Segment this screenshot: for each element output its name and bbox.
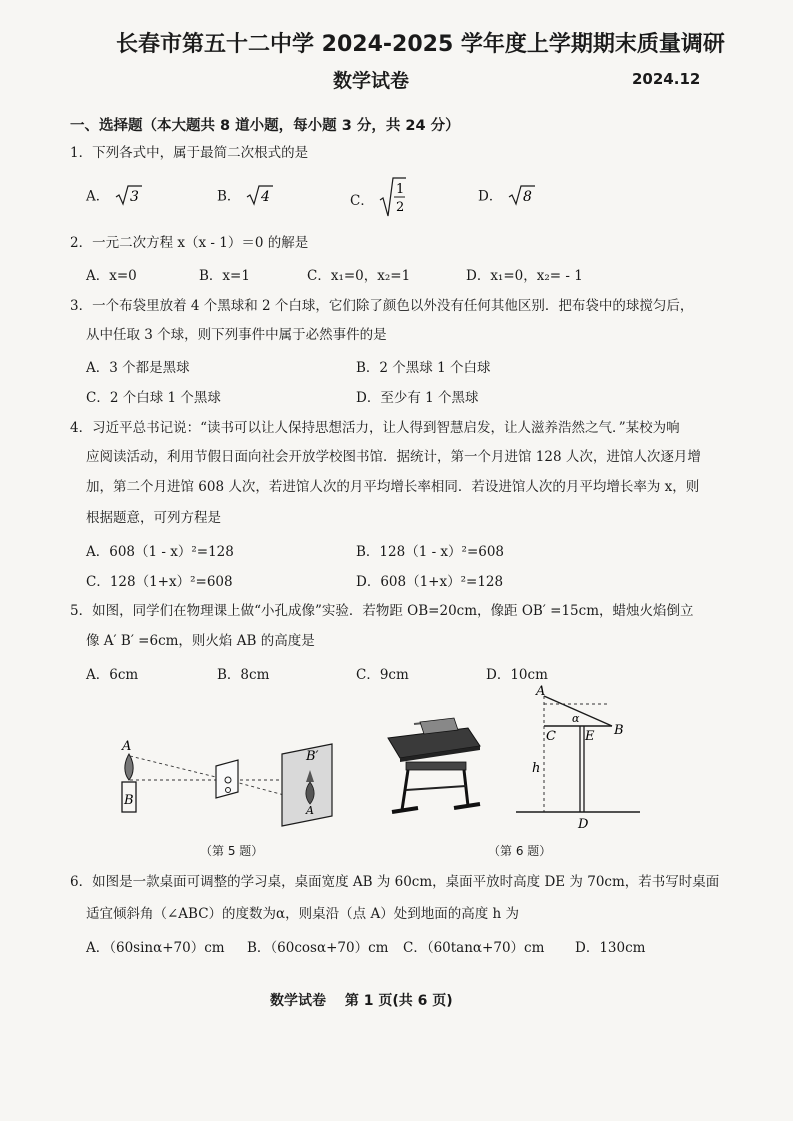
question-1-option-b bbox=[217, 184, 275, 210]
label-b: B bbox=[614, 723, 624, 738]
label-b-prime: B′ bbox=[306, 749, 319, 764]
question-3-option-c: C．2 个白球 1 个黑球 bbox=[86, 390, 221, 406]
question-4-line-1: 4．习近平总书记说：“读书可以让人保持思想活力，让人得到智慧启发，让人滋养浩然之气．”某校为响 bbox=[70, 420, 680, 436]
sqrt-symbol bbox=[507, 184, 537, 210]
q1-d-radicand: 8 bbox=[522, 189, 532, 205]
question-2-stem: 2．一元二次方程 x（x - 1）＝0 的解是 bbox=[70, 235, 309, 251]
sqrt-fraction bbox=[378, 176, 408, 222]
q1-c-denominator: 2 bbox=[396, 200, 405, 215]
question-4-option-d: D．608（1+x）²=128 bbox=[356, 574, 504, 590]
question-5-option-d: D．10cm bbox=[486, 667, 548, 683]
label-c: C bbox=[546, 729, 556, 744]
question-2-option-a: A．x=0 bbox=[86, 268, 137, 284]
question-1-stem: 1．下列各式中，属于最简二次根式的是 bbox=[70, 145, 309, 161]
question-2-option-b: B．x=1 bbox=[199, 268, 250, 284]
question-6-option-b: B．（60cosα+70）cm bbox=[247, 940, 389, 956]
exam-title: 长春市第五十二中学 2024-2025 学年度上学期期末质量调研 bbox=[116, 32, 725, 57]
figure-6-desk-illustration bbox=[384, 714, 484, 824]
question-3-line-2: 从中任取 3 个球，则下列事件中属于必然事件的是 bbox=[86, 327, 387, 343]
question-5-option-b: B．8cm bbox=[217, 667, 270, 683]
question-2-option-d: D．x₁=0，x₂= - 1 bbox=[466, 268, 583, 284]
option-d-label: D． bbox=[478, 188, 503, 205]
label-b: B bbox=[124, 793, 134, 808]
question-3-line-1: 3．一个布袋里放着 4 个黑球和 2 个白球，它们除了颜色以外没有任何其他区别．把布袋中的球搅匀后， bbox=[70, 298, 694, 314]
question-3-option-d: D．至少有 1 个黑球 bbox=[356, 390, 479, 406]
figure-5-caption: （第 5 题） bbox=[200, 844, 264, 858]
option-a-label: A． bbox=[86, 188, 110, 205]
figure-5-pinhole-diagram bbox=[110, 730, 350, 830]
question-6-option-c: C．（60tanα+70）cm bbox=[403, 940, 545, 956]
question-4-option-a: A．608（1 - x）²=128 bbox=[86, 544, 234, 560]
question-3-option-a: A．3 个都是黑球 bbox=[86, 360, 190, 376]
q1-b-radicand: 4 bbox=[260, 189, 270, 205]
sqrt-symbol bbox=[245, 184, 275, 210]
exam-date: 2024.12 bbox=[632, 70, 701, 88]
figure-6-caption: （第 6 题） bbox=[488, 844, 552, 858]
question-6-option-d: D．130cm bbox=[575, 940, 646, 956]
question-3-option-b: B．2 个黑球 1 个白球 bbox=[356, 360, 491, 376]
label-d: D bbox=[578, 817, 589, 832]
section-heading: 一、选择题（本大题共 8 道小题，每小题 3 分，共 24 分） bbox=[70, 118, 460, 134]
q1-c-numerator: 1 bbox=[396, 182, 405, 197]
question-4-option-c: C．128（1+x）²=608 bbox=[86, 574, 233, 590]
question-5-line-2: 像 A′ B′ =6cm，则火焰 AB 的高度是 bbox=[86, 633, 315, 649]
exam-subtitle: 数学试卷 bbox=[333, 70, 410, 92]
question-6-line-2: 适宜倾斜角（∠ABC）的度数为α，则桌沿（点 A）处到地面的高度 h 为 bbox=[86, 906, 519, 922]
label-a: A bbox=[122, 739, 132, 754]
question-4-option-b: B．128（1 - x）²=608 bbox=[356, 544, 505, 560]
question-5-option-c: C．9cm bbox=[356, 667, 409, 683]
question-2-option-c: C．x₁=0，x₂=1 bbox=[307, 268, 411, 284]
label-e: E bbox=[585, 729, 595, 744]
label-a-prime: A bbox=[306, 804, 314, 817]
label-alpha: α bbox=[572, 712, 580, 725]
question-5-line-1: 5．如图，同学们在物理课上做“小孔成像”实验．若物距 OB=20cm，像距 OB′ =15cm，蜡烛火焰倒立 bbox=[70, 603, 694, 619]
question-1-option-a bbox=[86, 184, 144, 210]
figure-6-geometry-diagram bbox=[512, 684, 642, 834]
question-4-line-4: 根据题意，可列方程是 bbox=[86, 510, 221, 526]
question-4-line-3: 加，第二个月进馆 608 人次，若进馆人次的月平均增长率相同．若设进馆人次的月平均增长率为 x，则 bbox=[86, 479, 700, 495]
question-6-line-1: 6．如图是一款桌面可调整的学习桌，桌面宽度 AB 为 60cm，桌面平放时高度 DE 为 70cm，若书写时桌面 bbox=[70, 874, 720, 890]
page-footer: 数学试卷 第 1 页(共 6 页) bbox=[270, 993, 453, 1009]
question-1-option-d bbox=[478, 184, 537, 210]
question-4-line-2: 应阅读活动，利用节假日面向社会开放学校图书馆．据统计，第一个月进馆 128 人次，进馆人次逐月增 bbox=[86, 449, 701, 465]
question-5-option-a: A．6cm bbox=[86, 667, 139, 683]
question-1-option-c bbox=[350, 176, 408, 222]
option-c-label: C． bbox=[350, 193, 374, 209]
question-6-option-a: A．（60sinα+70）cm bbox=[86, 940, 225, 956]
sqrt-symbol bbox=[114, 184, 144, 210]
label-a: A bbox=[536, 684, 546, 699]
q1-a-radicand: 3 bbox=[129, 189, 139, 205]
label-h: h bbox=[532, 761, 541, 776]
candle-flame bbox=[125, 754, 133, 780]
option-b-label: B． bbox=[217, 188, 241, 205]
